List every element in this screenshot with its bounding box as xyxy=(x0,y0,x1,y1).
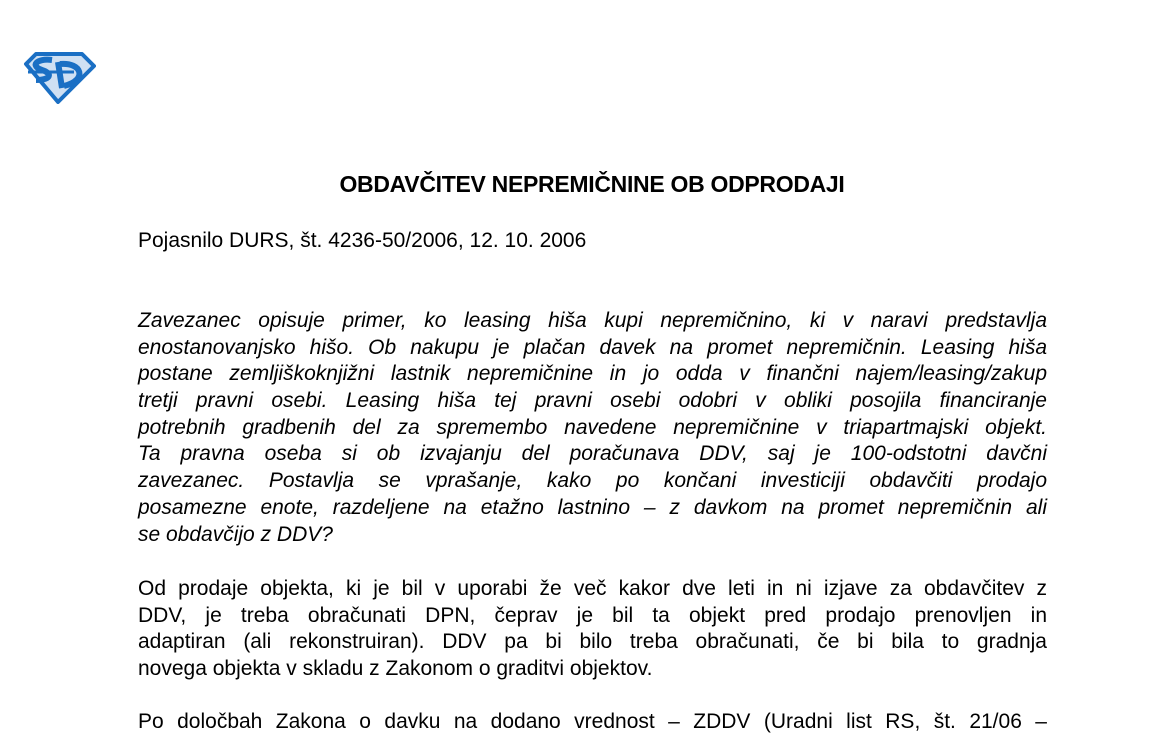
text-line: zavezanec. Postavlja se vprašanje, kako po končani investiciji obdavčiti prodajo xyxy=(138,469,1047,493)
text-line: adaptiran (ali rekonstruiran). DDV pa bi bilo treba obračunati, če bi bila to gradnja xyxy=(138,630,1047,654)
text-line: enostanovanjsko hišo. Ob nakupu je plačan davek na promet nepremičnin. Leasing hiša xyxy=(138,335,1047,359)
text-line: DDV, je treba obračunati DPN, čeprav je bil ta objekt pred prodajo prenovljen in xyxy=(138,603,1047,627)
text-line: potrebnih gradbenih del za spremembo navedene nepremičnine v triapartmajski objekt. xyxy=(138,415,1047,439)
text-line: novega objekta v skladu z Zakonom o graditvi objektov. xyxy=(138,657,653,681)
text-line: Od prodaje objekta, ki je bil v uporabi že več kakor dve leti in ni izjave za obdavčitev z xyxy=(138,577,1047,600)
document-subtitle: Pojasnilo DURS, št. 4236-50/2006, 12. 10. 2006 xyxy=(138,229,587,252)
paragraph-answer xyxy=(138,576,1047,683)
text-line: tretji pravni osebi. Leasing hiša tej pravni osebi odobri v obliki posojila financiranje xyxy=(138,389,1047,413)
paragraph-question xyxy=(138,308,1047,548)
text-line: posamezne enote, razdeljene na etažno lastnino – z davkom na promet nepremičnin ali xyxy=(138,495,1047,519)
text-line: se obdavčijo z DDV? xyxy=(138,522,333,546)
text-line: Ta pravna oseba si ob izvajanju del poračunava DDV, saj je 100-odstotni davčni xyxy=(138,442,1047,466)
paragraph-law xyxy=(138,709,1047,736)
document-title: OBDAVČITEV NEPREMIČNINE OB ODPRODAJI xyxy=(339,171,845,197)
text-line: postane zemljiškoknjižni lastnik nepremičnine in jo odda v finančni najem/leasing/zakup xyxy=(138,362,1047,386)
company-logo xyxy=(22,50,96,104)
text-line: Po določbah Zakona o davku na dodano vrednost – ZDDV (Uradni list RS, št. 21/06 – xyxy=(138,710,1047,733)
text-line: Zavezanec opisuje primer, ko leasing hiša kupi nepremičnino, ki v naravi predstavlja xyxy=(138,309,1047,332)
